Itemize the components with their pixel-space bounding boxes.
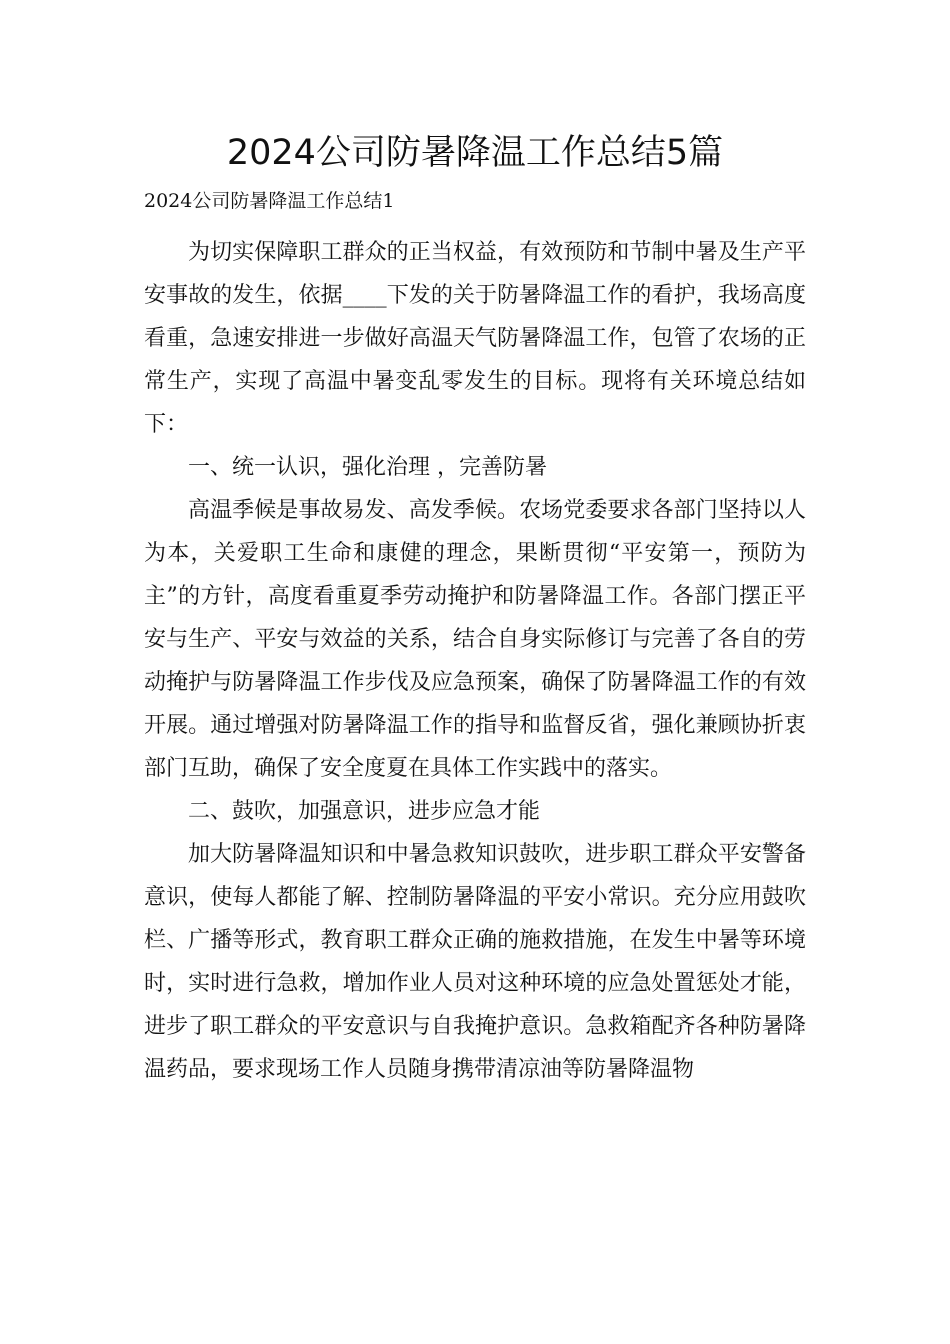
document-body [144,231,806,1091]
paragraph-section-1: 高温季候是事故易发、高发季候。农场党委要求各部门坚持以人为本，关爱职工生命和康健的理念，果断贯彻“平安第一，预防为主”的方针，高度看重夏季劳动掩护和防暑降温工作。各部门摆正平安与生产、平安与效益的关系，结合自身实际修订与完善了各自的劳动掩护与防暑降温工作步伐及应急预案，确保了防暑降温工作的有效开展。通过增强对防暑降温工作的指导和监督反省，强化兼顾协折衷部门互助，确保了安全度夏在具体工作实践中的落实。 [144,498,806,781]
section-heading: 2024公司防暑降温工作总结1 [144,190,395,212]
paragraph-intro: 为切实保障职工群众的正当权益，有效预防和节制中暑及生产平安事故的发生，依据____下发的关于防暑降温工作的看护，我场高度看重，急速安排进一步做好高温天气防暑降温工作，包管了农场的正常生产，实现了高温中暑变乱零发生的目标。现将有关环境总结如下： [144,240,806,437]
paragraph-heading-1: 一、统一认识，强化治理 ，完善防暑 [188,455,547,480]
paragraph-section-2: 加大防暑降温知识和中暑急救知识鼓吹，进步职工群众平安警备意识，使每人都能了解、控制防暑降温的平安小常识。充分应用鼓吹栏、广播等形式，教育职工群众正确的施救措施，在发生中暑等环境时，实时进行急救，增加作业人员对这种环境的应急处置惩处才能，进步了职工群众的平安意识与自我掩护意识。急救箱配齐各种防暑降温药品，要求现场工作人员随身携带清凉油等防暑降温物 [144,842,806,1082]
document-title: 2024公司防暑降温工作总结5篇 [226,133,724,173]
paragraph-heading-2: 二、鼓吹，加强意识，进步应急才能 [188,799,541,824]
